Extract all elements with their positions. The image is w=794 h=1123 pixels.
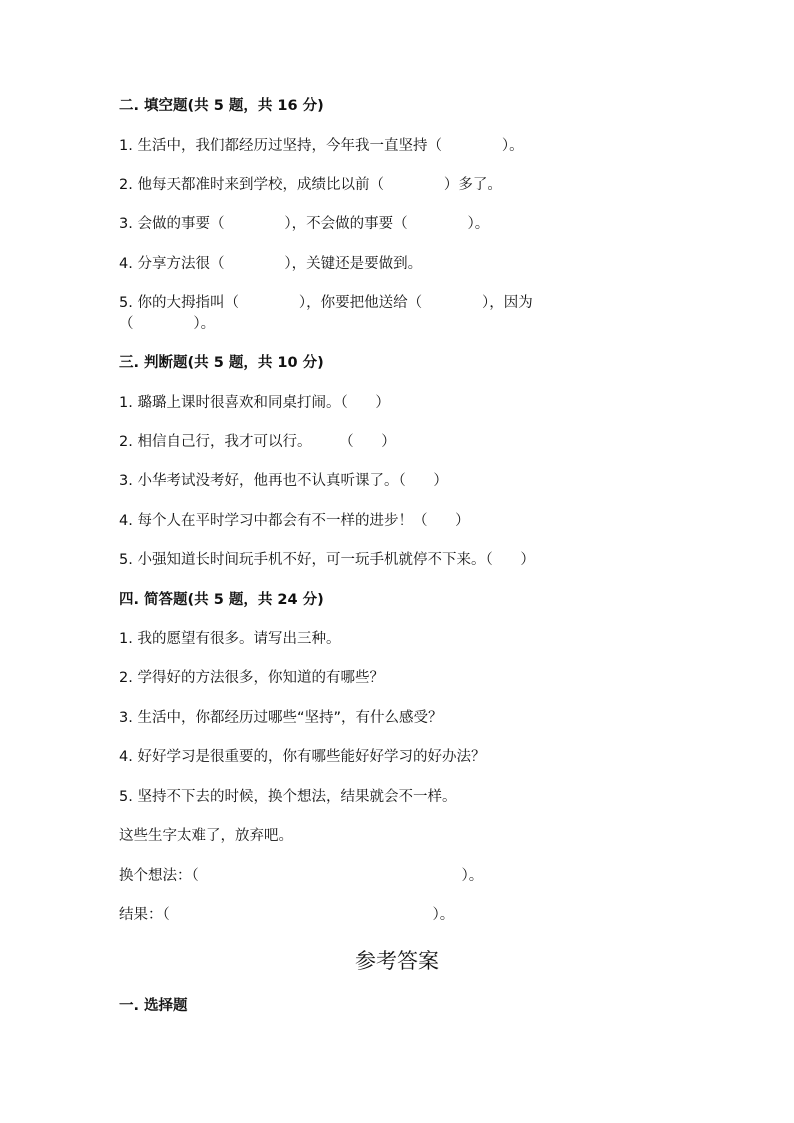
fill-question-4: 4. 分享方法很（ ），关键还是要做到。 <box>119 256 423 272</box>
judge-question-2: 2. 相信自己行，我才可以行。 （ ） <box>119 434 396 450</box>
short-question-1: 1. 我的愿望有很多。请写出三种。 <box>119 631 341 647</box>
short-question-4: 4. 好好学习是很重要的，你有哪些能好好学习的好办法？ <box>119 749 486 765</box>
short-question-2: 2. 学得好的方法很多，你知道的有哪些？ <box>119 670 384 686</box>
fill-question-3: 3. 会做的事要（ ），不会做的事要（ ）。 <box>119 216 490 232</box>
fill-question-5-line-2: （ ）。 <box>119 316 216 332</box>
short-question-5: 5. 坚持不下去的时候，换个想法，结果就会不一样。 <box>119 789 457 805</box>
judge-question-1: 1. 璐璐上课时很喜欢和同桌打闹。（ ） <box>119 395 390 411</box>
short-question-5-change-blank: 换个想法：（ ）。 <box>119 868 484 884</box>
section-4-title: 四. 简答题(共 5 题，共 24 分) <box>119 592 324 608</box>
short-question-3: 3. 生活中，你都经历过哪些“坚持”，有什么感受？ <box>119 710 443 726</box>
judge-question-5: 5. 小强知道长时间玩手机不好，可一玩手机就停不下来。（ ） <box>119 552 535 568</box>
judge-question-3: 3. 小华考试没考好，他再也不认真听课了。（ ） <box>119 473 448 489</box>
short-question-5-example: 这些生字太难了，放弃吧。 <box>119 828 293 844</box>
section-2-title: 二. 填空题(共 5 题，共 16 分) <box>119 98 324 114</box>
answer-key-title: 参考答案 <box>355 949 439 973</box>
judge-question-4: 4. 每个人在平时学习中都会有不一样的进步！（ ） <box>119 513 470 529</box>
section-3-title: 三. 判断题(共 5 题，共 10 分) <box>119 355 324 371</box>
answer-section-1-title: 一. 选择题 <box>119 998 188 1014</box>
fill-question-5-line-1: 5. 你的大拇指叫（ ），你要把他送给（ ），因为 <box>119 295 533 311</box>
short-question-5-result-blank: 结果：（ ）。 <box>119 907 455 923</box>
fill-question-2: 2. 他每天都准时来到学校，成绩比以前（ ）多了。 <box>119 177 502 193</box>
fill-question-1: 1. 生活中，我们都经历过坚持，今年我一直坚持（ ）。 <box>119 138 524 154</box>
